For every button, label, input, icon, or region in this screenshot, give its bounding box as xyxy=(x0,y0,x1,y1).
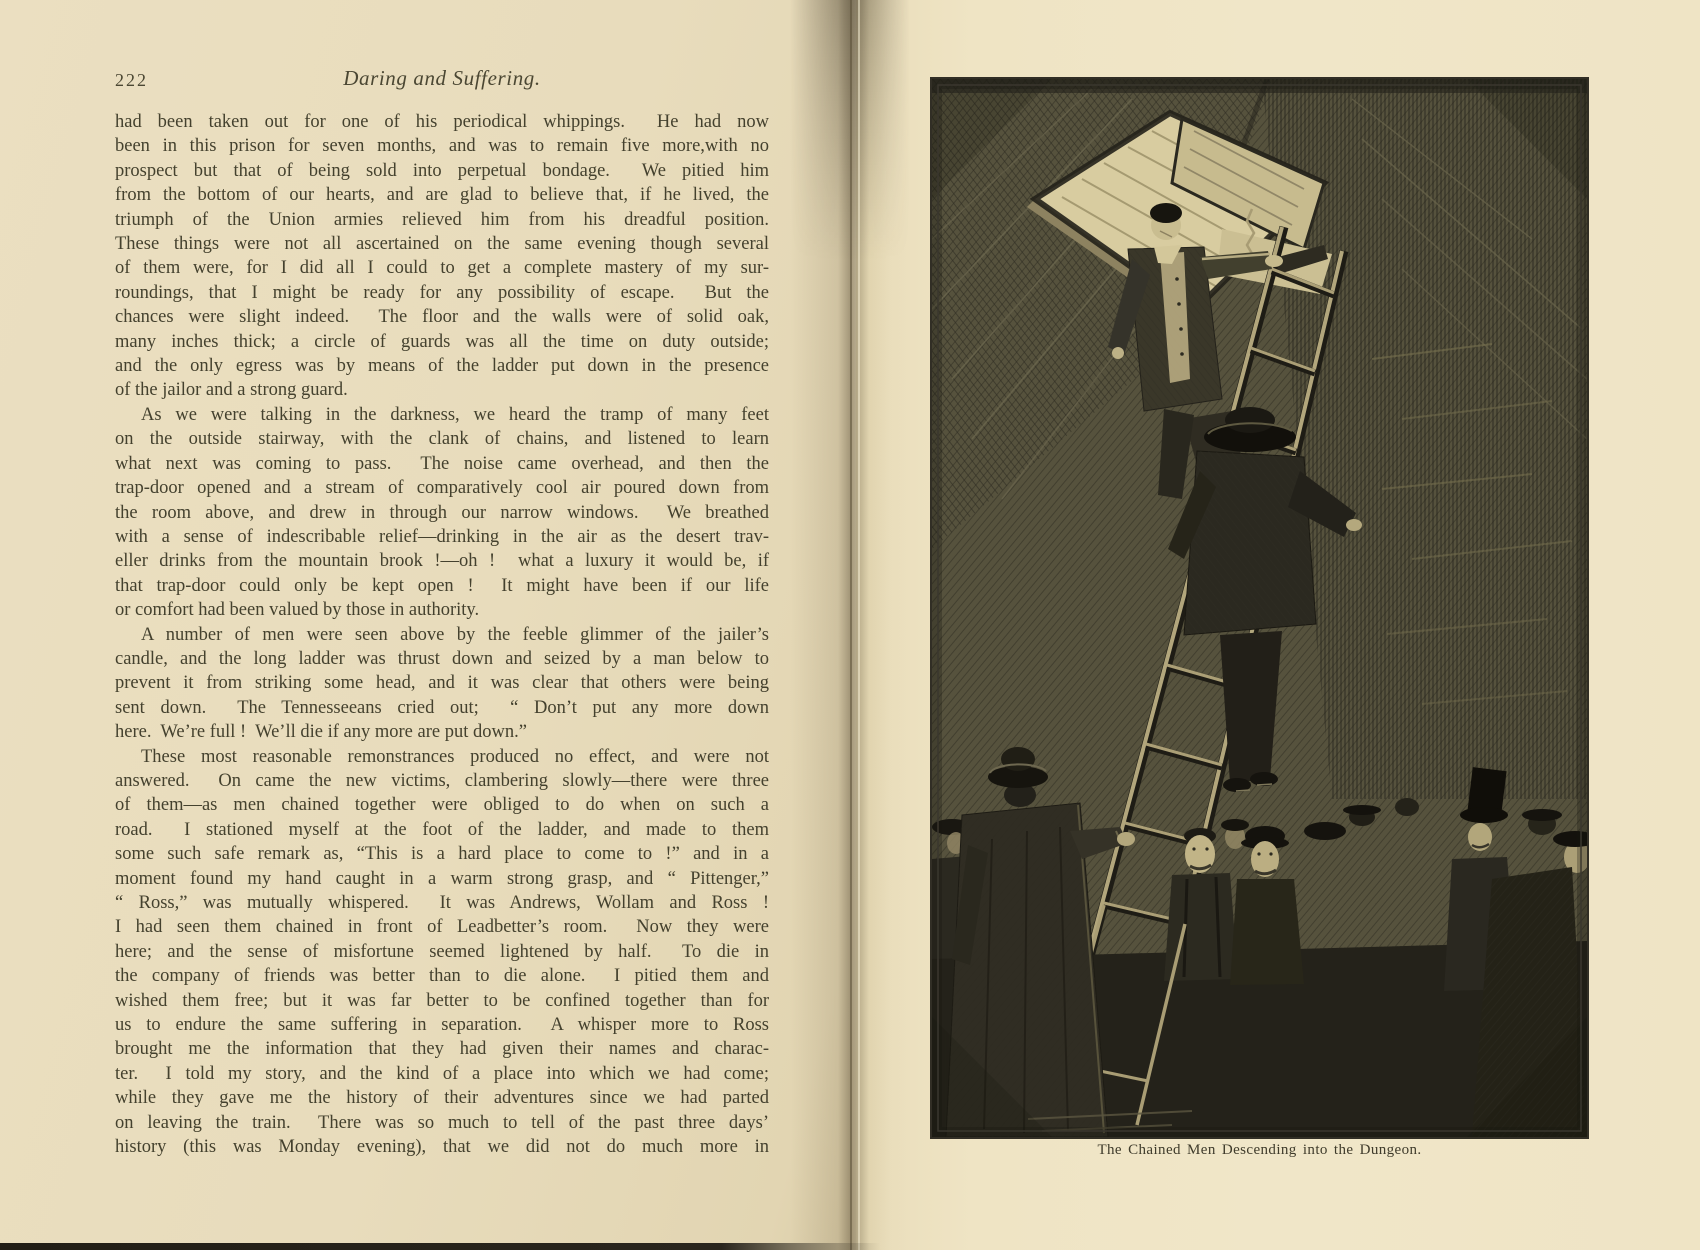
text-line: moment found my hand caught in a warm strong grasp, and “ Pittenger,” xyxy=(115,868,769,889)
text-line: I had seen them chained in front of Leadbetter’s room. Now they were xyxy=(115,917,769,938)
text-line: us to endure the same suffering in separation. A whisper more to Ross xyxy=(115,1015,769,1036)
page-edge-highlight xyxy=(858,0,860,1250)
text-line: candle, and the long ladder was thrust down and seized by a man below to xyxy=(115,648,769,669)
text-line: of them—as men chained together were obliged to do when on such a xyxy=(115,795,769,816)
text-line: of the jailor and a strong guard. xyxy=(115,380,348,401)
text-line: chances were slight indeed. The floor and the walls were of solid oak, xyxy=(115,307,769,328)
text-column xyxy=(115,110,769,1159)
text-line: of them were, for I did all I could to get a complete mastery of my sur- xyxy=(115,258,769,279)
spine-fold-line xyxy=(850,0,852,1250)
page-number: 222 xyxy=(115,70,148,90)
text-line: history (this was Monday evening), that we did not do much more in xyxy=(115,1137,769,1158)
text-line: that trap-door could only be kept open ! It might have been if our life xyxy=(115,575,769,596)
text-line: ter. I told my story, and the kind of a place into which we had come; xyxy=(115,1063,769,1084)
text-line: roundings, that I might be ready for any possibility of escape. But the xyxy=(115,282,769,303)
text-line: A number of men were seen above by the feeble glimmer of the jailer’s xyxy=(141,624,769,645)
text-line: road. I stationed myself at the foot of the ladder, and made to them xyxy=(115,819,769,840)
text-line: the room above, and drew in through our narrow windows. We breathed xyxy=(115,502,769,523)
text-line: what next was coming to pass. The noise came overhead, and then the xyxy=(115,453,769,474)
text-line: many inches thick; a circle of guards was all the time on duty outside; xyxy=(115,331,769,352)
text-line: These things were not all ascertained on the same evening though several xyxy=(115,234,769,255)
text-line: the company of friends was better than to die alone. I pitied them and xyxy=(115,966,769,987)
text-line: answered. On came the new victims, clambering slowly—there were three xyxy=(115,770,769,791)
text-line: These most reasonable remonstrances produced no effect, and were not xyxy=(141,746,769,767)
text-line: while they gave me the history of their adventures since we had parted xyxy=(115,1088,769,1109)
text-line: prevent it from striking some head, and it was clear that others were being xyxy=(115,673,769,694)
text-line: trap-door opened and a stream of comparatively cool air poured down from xyxy=(115,478,769,499)
text-line: “ Ross,” was mutually whispered. It was Andrews, Wollam and Ross ! xyxy=(115,893,769,913)
text-line: sent down. The Tennesseeans cried out; “ Don’t put any more down xyxy=(115,697,769,718)
text-line: here. We’re full ! We’ll die if any more are put down.” xyxy=(115,722,527,743)
book-bottom-edge xyxy=(0,1243,880,1250)
text-line: been in this prison for seven months, and was to remain five more,with no xyxy=(115,136,769,157)
text-line: on leaving the train. There was so much to tell of the past three days’ xyxy=(115,1112,769,1133)
text-line: on the outside stairway, with the clank of chains, and listened to learn xyxy=(115,429,769,450)
text-line: with a sense of indescribable relief—drinking in the air as the desert trav- xyxy=(115,526,769,547)
plate-caption: The Chained Men Descending into the Dungeon. xyxy=(1097,1142,1422,1158)
text-line: from the bottom of our hearts, and are glad to believe that, if he lived, the xyxy=(115,185,769,206)
text-line: here; and the sense of misfortune seemed lightened by half. To die in xyxy=(115,941,769,962)
running-header: Daring and Suffering. xyxy=(343,66,541,90)
paragraph xyxy=(115,623,769,745)
text-line: eller drinks from the mountain brook !—oh ! what a luxury it would be, if xyxy=(115,551,769,572)
text-line: had been taken out for one of his periodical whippings. He had now xyxy=(115,112,769,132)
paragraph xyxy=(115,745,769,1160)
text-line: As we were talking in the darkness, we heard the tramp of many feet xyxy=(141,404,769,425)
text-line: or comfort had been valued by those in authority. xyxy=(115,600,480,621)
text-line: brought me the information that they had given their names and charac- xyxy=(115,1039,769,1060)
text-line: prospect but that of being sold into perpetual bondage. We pitied him xyxy=(115,160,769,181)
paragraph xyxy=(115,110,769,403)
text-line: and the only egress was by means of the ladder put down in the presence xyxy=(115,356,769,377)
text-line: triumph of the Union armies relieved him from his dreadful position. xyxy=(115,209,769,230)
text-line: wished them free; but it was far better to be confined together than for xyxy=(115,990,769,1011)
paragraph xyxy=(115,403,769,623)
dungeon-engraving-illustration xyxy=(932,79,1587,1137)
text-line: some such safe remark as, “This is a hard place to come to !” and in a xyxy=(115,844,769,865)
engraving-plate xyxy=(930,77,1589,1139)
